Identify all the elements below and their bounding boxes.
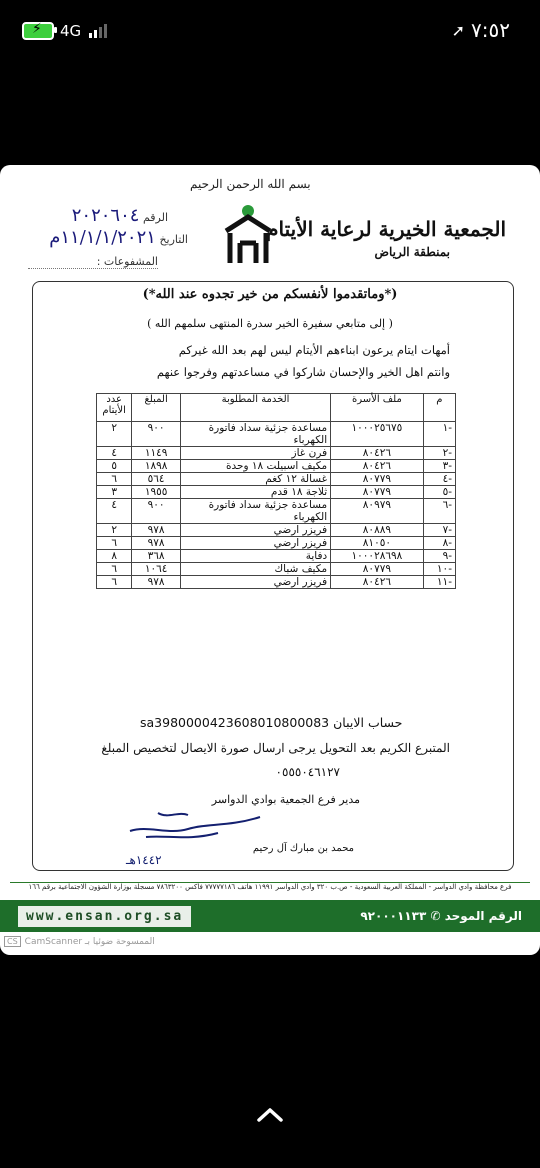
unified-label: الرقم الموحد [444,909,522,923]
phone-icon: ✆ [430,909,441,923]
cell-amount: ١٠٦٤ [132,563,181,576]
cell-service: مكيف اسبيلت ١٨ وحدة [180,460,330,473]
attachments-row [28,255,158,269]
clock: ٧:٥٢ [471,18,510,42]
table-row [97,550,456,563]
status-left [22,22,107,40]
unified-number-row [360,909,522,923]
cell-service: غسالة ١٢ كغم [180,473,330,486]
iban-value[interactable]: sa3980000423608010800083 [140,715,330,730]
iban-row [140,715,402,730]
cell-num: -٢ [423,447,455,460]
cell-count: ٤ [97,447,132,460]
cell-amount: ٩٠٠ [132,422,181,447]
location-arrow-icon: ➚ [451,20,466,40]
table-row [97,524,456,537]
cell-file: ٨٠٩٧٩ [331,499,423,524]
cell-amount: ٣٦٨ [132,550,181,563]
cell-num: -٥ [423,486,455,499]
cell-service: فرن غاز [180,447,330,460]
cell-amount: ٩٠٠ [132,499,181,524]
chevron-up-icon[interactable] [255,1105,285,1125]
header-count: عدد الأيتام [97,394,132,422]
cell-service: فريزر ارضي [180,524,330,537]
cell-service: فريزر ارضي [180,537,330,550]
table-row [97,576,456,589]
header-amount: المبلغ [132,394,181,422]
table-row [97,486,456,499]
scanner-watermark [4,936,155,947]
manager-title: مدير فرع الجمعية بوادي الدواسر [211,793,360,806]
camscanner-icon: CS [4,936,21,947]
cell-file: ٨٠٤٢٦ [331,447,423,460]
date-row [28,227,188,248]
ref-label: الرقم [142,211,168,224]
scanner-text: CamScanner الممسوحة ضوئيا بـ [24,936,155,947]
header-num: م [423,394,455,422]
unified-number[interactable]: ٩٢٠٠٠١١٣٣ [360,909,427,923]
beneficiaries-table [96,393,456,589]
status-right [452,18,510,42]
table-row [97,422,456,447]
cell-num: -٧ [423,524,455,537]
cell-amount: ١٨٩٨ [132,460,181,473]
signature-icon [128,805,268,855]
cell-service: فريزر ارضي [180,576,330,589]
table-row [97,563,456,576]
cell-file: ٨٠٧٧٩ [331,486,423,499]
cell-count: ٨ [97,550,132,563]
cell-amount: ٩٧٨ [132,537,181,550]
date-label: التاريخ [159,233,188,246]
stamp-date: ١٤٤٢هـ [126,853,162,867]
cell-count: ٦ [97,576,132,589]
cell-count: ٥ [97,460,132,473]
verse: (*وماتقدموا لأنفسكم من خير تجدوه عند الله*) [142,287,398,302]
cell-count: ٣ [97,486,132,499]
cell-num: -٨ [423,537,455,550]
cell-count: ٦ [97,563,132,576]
cell-count: ٢ [97,524,132,537]
status-bar [0,0,540,60]
cell-service: مكيف شباك [180,563,330,576]
cell-service: مساعدة جزئية سداد فاتورة الكهرباء [180,499,330,524]
phone-number[interactable]: ٠٥٥٥٠٤٦١٢٧ [275,765,340,779]
attachments-label: المشفوعات : [96,255,158,268]
basmala: بسم الله الرحمن الرحيم [190,177,311,191]
cell-num: -٣ [423,460,455,473]
transfer-note: المتبرع الكريم بعد التحويل يرجى ارسال صورة الايصال لتخصيص المبلغ [101,741,450,755]
cell-num: -١٠ [423,563,455,576]
addressee: ( إلى متابعي سفيرة الخير سدرة المنتهى سلمهم الله ) [147,317,393,330]
ref-row [28,205,168,226]
table-row [97,499,456,524]
cell-num: -١١ [423,576,455,589]
cell-num: -٦ [423,499,455,524]
document-image[interactable] [0,165,540,955]
cell-file: ٨٠٤٢٦ [331,460,423,473]
header-service: الخدمة المطلوبة [180,394,330,422]
cell-amount: ٩٧٨ [132,576,181,589]
cell-service: دفاية [180,550,330,563]
website-link[interactable]: www.ensan.org.sa [18,906,191,927]
iban-label: حساب الايبان [333,715,403,730]
intro-line-1: أمهات ايتام يرعون ابناءهم الأيتام ليس لهم بعد الله غيركم [178,343,450,357]
date-value: ١١/١/١/٢٠٢١م [49,227,156,248]
cell-count: ٢ [97,422,132,447]
intro-line-2: وانتم اهل الخير والإحسان شاركوا في مساعدتهم وفرجوا عنهم [156,365,450,379]
cell-amount: ١١٤٩ [132,447,181,460]
table-row [97,473,456,486]
signal-icon [89,24,107,38]
cell-amount: ٩٧٨ [132,524,181,537]
cell-file: ١٠٠٠٢٨٦٩٨ [331,550,423,563]
cell-service: ثلاجة ١٨ قدم [180,486,330,499]
header-file: ملف الأسرة [331,394,423,422]
table-header-row [97,394,456,422]
manager-name: محمد بن مبارك آل رحيم [252,843,354,854]
battery-icon: ⚡ [22,22,54,40]
table-row [97,447,456,460]
cell-file: ٨٠٧٧٩ [331,473,423,486]
footer-bar [0,900,540,932]
cell-amount: ٥٦٤ [132,473,181,486]
table-row [97,537,456,550]
network-label: 4G [60,22,82,40]
cell-amount: ١٩٥٥ [132,486,181,499]
cell-num: -٩ [423,550,455,563]
org-logo-icon [220,203,276,269]
ref-value: ٢٠٢٠٦٠٤ [71,205,140,226]
cell-file: ١٠٠٠٢٥٦٧٥ [331,422,423,447]
footer-address: فرع محافظة وادي الدواسر - المملكة العربية السعودية - ص.ب ٣٢٠ وادي الدواسر ١١٩٩١ هاتف ٧٧٧٧٧١٨٦ فاكس ٧٨٦٣٢٠٠ مسجلة بوزارة الشؤون الاجتماعية برقم ١٦٦ [10,882,530,891]
cell-num: -١ [423,422,455,447]
cell-count: ٦ [97,537,132,550]
cell-service: مساعدة جزئية سداد فاتورة الكهرباء [180,422,330,447]
table-row [97,460,456,473]
cell-file: ٨٠٨٨٩ [331,524,423,537]
org-name: الجمعية الخيرية لرعاية الأيتام [266,217,506,241]
cell-file: ٨٠٤٢٦ [331,576,423,589]
cell-file: ٨٠٧٧٩ [331,563,423,576]
cell-file: ٨١٠٥٠ [331,537,423,550]
cell-num: -٤ [423,473,455,486]
cell-count: ٤ [97,499,132,524]
cell-count: ٦ [97,473,132,486]
org-region: بمنطقة الرياض [374,245,450,259]
